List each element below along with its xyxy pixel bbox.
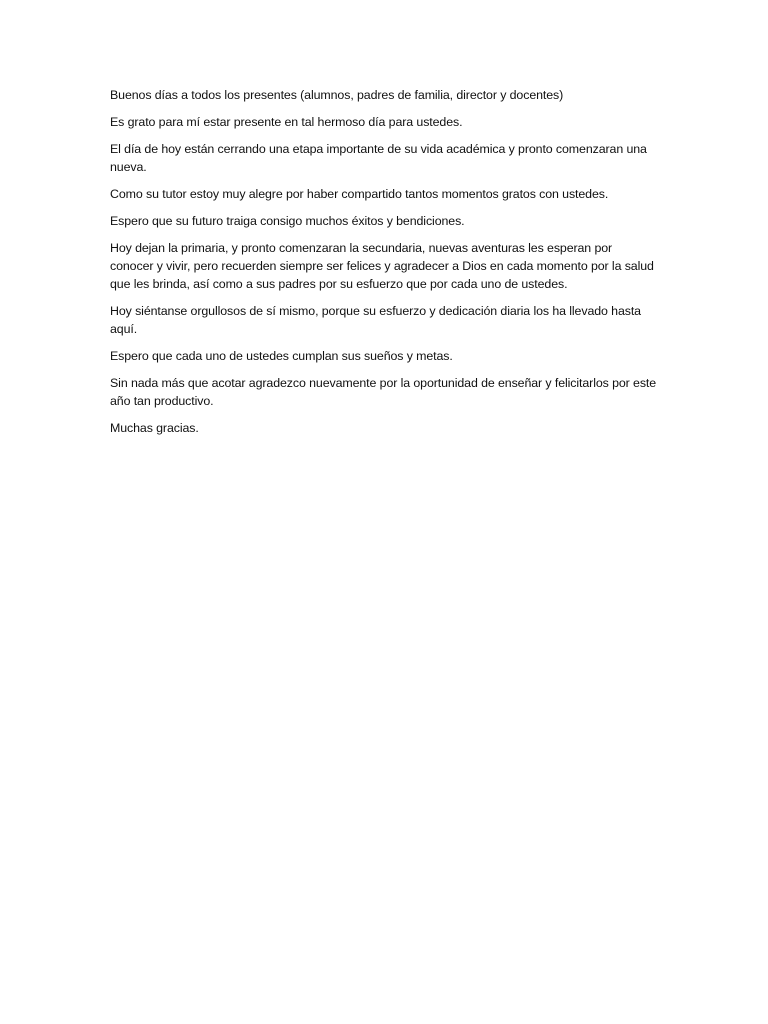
paragraph-futuro: Espero que su futuro traiga consigo muchos éxitos y bendiciones.	[110, 214, 465, 228]
paragraph-agradecimiento: Sin nada más que acotar agradezco nuevamente por la oportunidad de enseñar y felicitarlos por este año tan productivo.	[110, 376, 657, 408]
paragraph-primaria: Hoy dejan la primaria, y pronto comenzaran la secundaria, nuevas aventuras les esperan por conocer y vivir, pero recuerden siempre ser felices y agradecer a Dios en cada momento por la salud que les brinda, así como a sus padres por su esfuerzo que por cada uno de ustedes.	[110, 241, 654, 291]
paragraph-greeting: Buenos días a todos los presentes (alumnos, padres de familia, director y docentes)	[110, 88, 564, 102]
paragraph-tutor: Como su tutor estoy muy alegre por haber compartido tantos momentos gratos con ustedes.	[110, 187, 609, 201]
paragraph-cierre: Muchas gracias.	[110, 421, 199, 435]
paragraph-suenos: Espero que cada uno de ustedes cumplan sus sueños y metas.	[110, 349, 453, 363]
document-body	[110, 86, 658, 446]
paragraph-orgullosos: Hoy siéntanse orgullosos de sí mismo, porque su esfuerzo y dedicación diaria los ha llevado hasta aquí.	[110, 304, 641, 336]
paragraph-etapa: El día de hoy están cerrando una etapa importante de su vida académica y pronto comenzaran una nueva.	[110, 142, 647, 174]
paragraph-grato: Es grato para mí estar presente en tal hermoso día para ustedes.	[110, 115, 463, 129]
